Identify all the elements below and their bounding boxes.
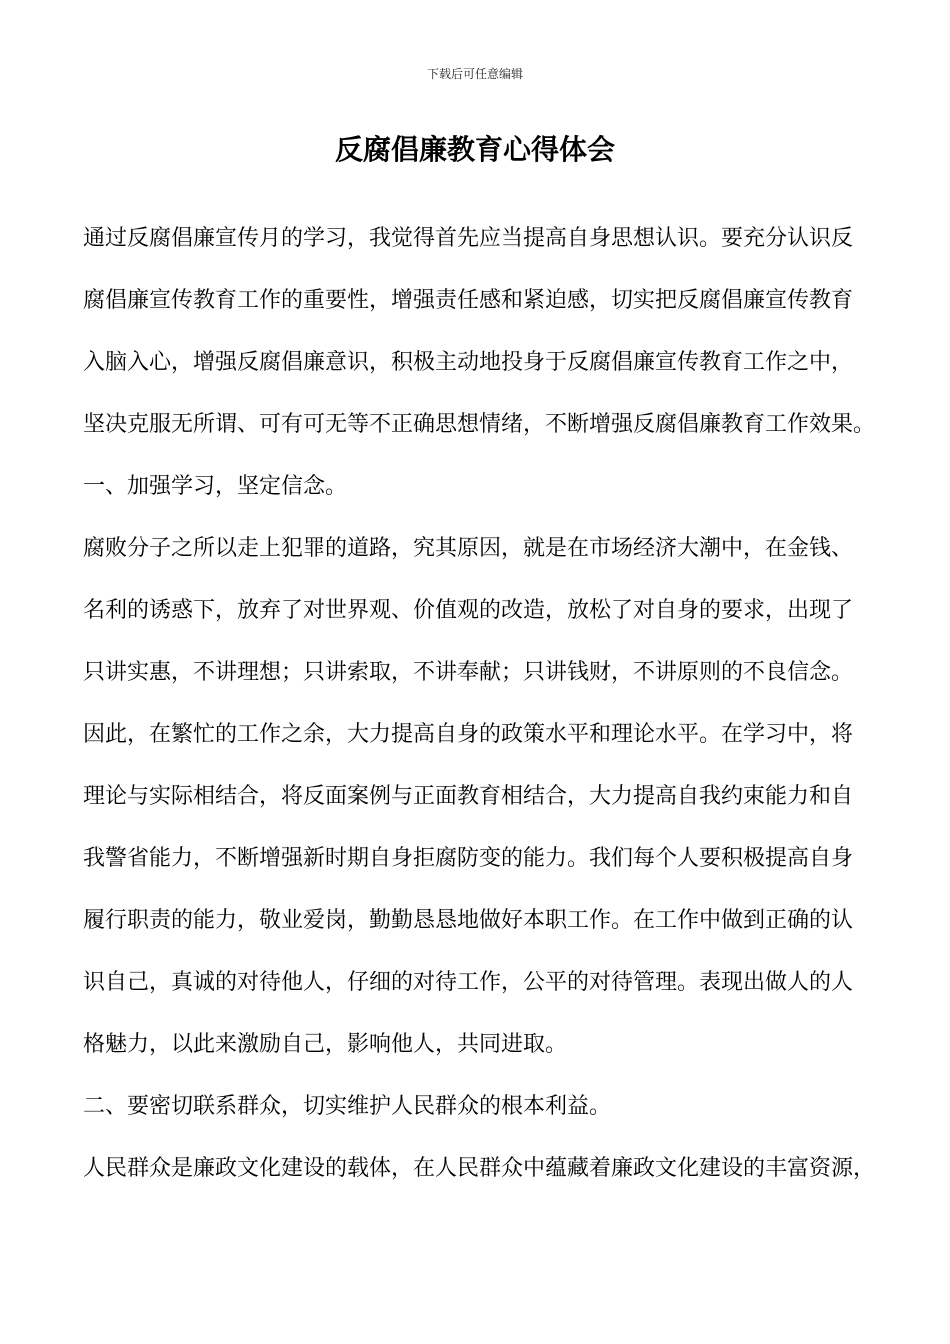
- body-line: 只讲实惠，不讲理想；只讲索取，不讲奉献；只讲钱财，不讲原则的不良信念。: [83, 660, 854, 685]
- body-line: 坚决克服无所谓、可有可无等不正确思想情绪，不断增强反腐倡廉教育工作效果。: [83, 412, 876, 437]
- body-line: 因此，在繁忙的工作之余，大力提高自身的政策水平和理论水平。在学习中，将: [83, 722, 854, 747]
- header-note: 下载后可任意编辑: [426, 67, 523, 81]
- body-line: 腐败分子之所以走上犯罪的道路，究其原因，就是在市场经济大潮中，在金钱、: [83, 536, 854, 561]
- body-line: 格魅力，以此来激励自己，影响他人，共同进取。: [83, 1032, 568, 1057]
- document-body: [83, 219, 883, 1211]
- body-line: 名利的诱惑下，放弃了对世界观、价值观的改造，放松了对自身的要求，出现了: [83, 598, 854, 623]
- section-heading-1: 一、加强学习，坚定信念。: [83, 474, 348, 499]
- body-line: 人民群众是廉政文化建设的载体，在人民群众中蕴藏着廉政文化建设的丰富资源，: [83, 1156, 876, 1181]
- body-line: 理论与实际相结合，将反面案例与正面教育相结合，大力提高自我约束能力和自: [83, 784, 854, 809]
- body-line: 我警省能力，不断增强新时期自身拒腐防变的能力。我们每个人要积极提高自身: [83, 846, 854, 871]
- body-line: 通过反腐倡廉宣传月的学习，我觉得首先应当提高自身思想认识。要充分认识反: [83, 226, 854, 251]
- section-heading-2: 二、要密切联系群众，切实维护人民群众的根本利益。: [83, 1094, 612, 1119]
- document-title: 反腐倡廉教育心得体会: [334, 133, 615, 166]
- body-line: 识自己，真诚的对待他人，仔细的对待工作，公平的对待管理。表现出做人的人: [83, 970, 854, 995]
- body-line: 履行职责的能力，敬业爱岗，勤勤恳恳地做好本职工作。在工作中做到正确的认: [83, 908, 854, 933]
- body-line: 入脑入心，增强反腐倡廉意识，积极主动地投身于反腐倡廉宣传教育工作之中，: [83, 350, 854, 375]
- body-line: 腐倡廉宣传教育工作的重要性，增强责任感和紧迫感，切实把反腐倡廉宣传教育: [83, 288, 854, 313]
